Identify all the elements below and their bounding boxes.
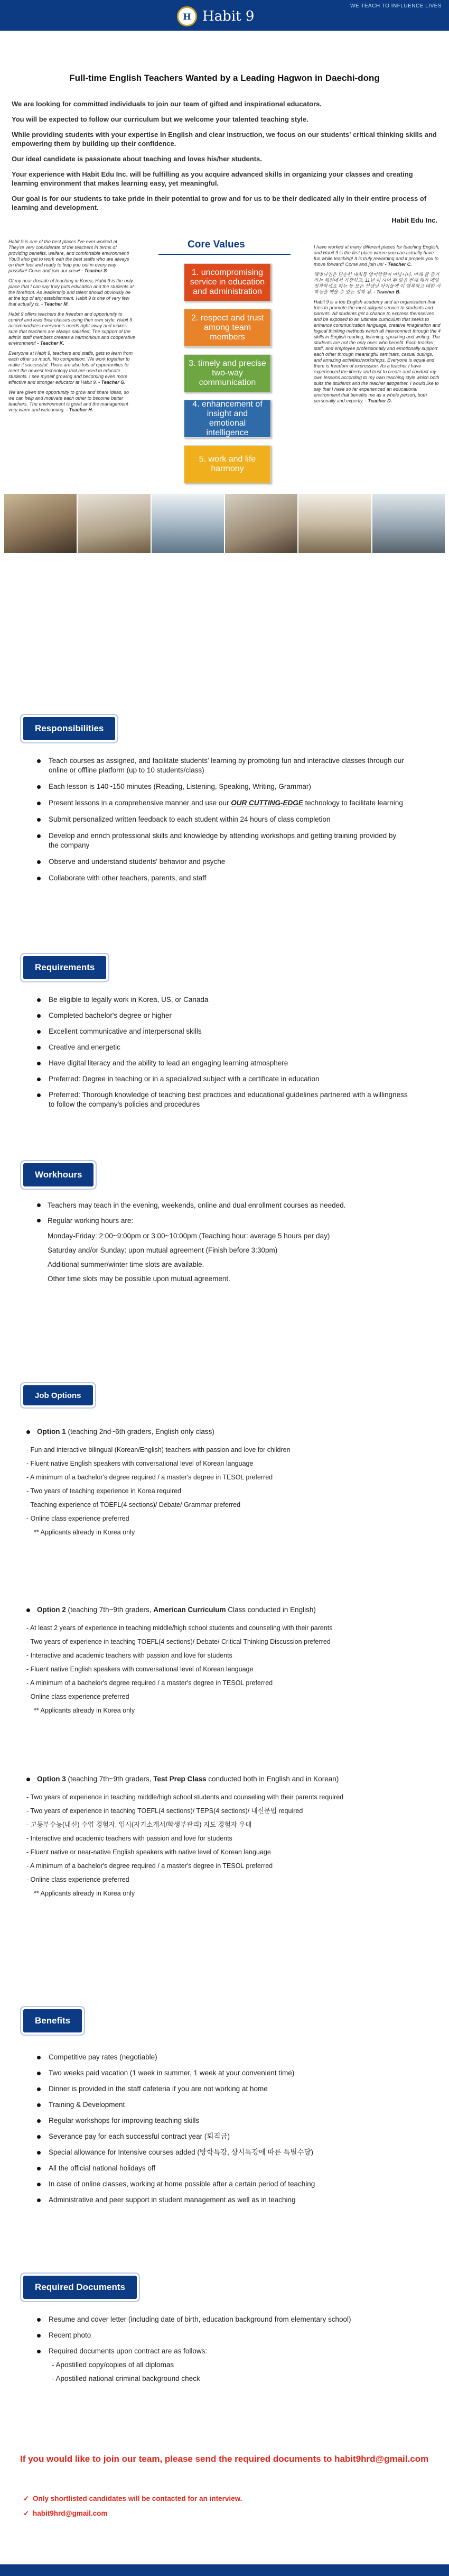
list-item: Two weeks paid vacation (1 week in summer, 1 week at your convenient time)	[49, 2068, 408, 2078]
list-item: Dinner is provided in the staff cafeteria if you are not working at home	[49, 2084, 408, 2094]
workhours-line: Other time slots may be possible upon mutual agreement.	[48, 1275, 230, 1283]
signature: Habit Edu Inc.	[391, 216, 437, 224]
list-item: Preferred: Thorough knowledge of teaching best practices and educational guidelines partnered with a willingness to follow the company's policies and procedures	[49, 1091, 408, 1108]
list-item: In case of online classes, working at home possible after a certain period of teaching	[49, 2179, 408, 2189]
classroom-photo	[152, 494, 224, 553]
workhours-line: Additional summer/winter time slots are available.	[48, 1261, 204, 1268]
list-item: Present lessons in a comprehensive manner and use our OUR CUTTING-EDGE technology to facilitate learning	[49, 798, 408, 808]
testimonial: Habit 9 is one of the best places I've ever worked at. They're very considerate of the teachers in terms of providing benefits, welfare, and comfortable environment! You'll also get to work with the best staffs who are always on their feet and ready to help you out in every way possible! Come and join our crew! - Teacher S	[8, 239, 129, 273]
intro-paragraph: Our ideal candidate is passionate about teaching and loves his/her students.	[12, 155, 262, 163]
option-line: - Online class experience preferred	[26, 1876, 129, 1883]
testimonials-left	[8, 239, 135, 417]
responsibilities-list	[49, 756, 408, 890]
option-heading: Option 2 (teaching 7th~9th graders, American Curriculum Class conducted in English)	[26, 1606, 423, 1614]
list-item: Regular workshops for improving teaching skills	[49, 2116, 408, 2126]
footer-bar	[0, 2564, 449, 2576]
list-item: Resume and cover letter (including date of birth, education background from elementary school)	[49, 2315, 408, 2324]
benefits-heading: Benefits	[23, 2009, 82, 2032]
classroom-photo	[78, 494, 150, 553]
option-line: - Online class experience preferred	[26, 1515, 129, 1522]
header-tagline: WE TEACH TO INFLUENCE LIVES	[350, 3, 442, 9]
list-item: Be eligible to legally work in Korea, US, or Canada	[49, 995, 408, 1005]
intro-paragraph: While providing students with your expertise in English and clear instruction, we focus on our students' critical thinking skills and empowering them by building up their confidence.	[12, 131, 437, 148]
workhours-heading: Workhours	[23, 1163, 93, 1186]
option-line: - Interactive and academic teachers with passion and love for students	[26, 1652, 232, 1659]
option-heading: Option 3 (teaching 7th~9th graders, Test Prep Class conducted both in English and in Korean)	[26, 1775, 423, 1783]
option-line: - A minimum of a bachelor's degree required / a master's degree in TESOL preferred	[26, 1679, 273, 1687]
option-line: - Two years of teaching experience in Korea required	[26, 1487, 181, 1495]
documents-heading: Required Documents	[23, 2276, 137, 2299]
divider	[158, 254, 291, 255]
core-value-box: 4. enhancement of insight and emotional intelligence	[184, 400, 271, 438]
requirements-heading: Requirements	[23, 956, 106, 979]
option-line: - 고등부수능(내신) 수업 경험자, 입시(자기소개서/학생부관리) 지도 경험자 우대	[26, 1821, 252, 1828]
option-heading: Option 1 (teaching 2nd~6th graders, English only class)	[26, 1428, 423, 1436]
testimonial: 해빗나인은 단순한 대치동 영어학원이 아닙니다. 아래 글 증거라는 해원에서 가장하고, 11년 이 사이 된 일곱 번째 해가 매일 정착하세요 하는 등 모든 선생님 아이들에 이 행복하고 대한 사 학생을 배울 수 있는 정착 됨. - Teacher B.	[314, 272, 441, 295]
classroom-photo	[372, 494, 445, 553]
list-item: Required documents upon contract are as follows: - Apostilled copy/copies of all diplomas - Apostilled national criminal background check	[49, 2347, 408, 2384]
classroom-photo-strip	[4, 494, 445, 553]
list-item: Preferred: Degree in teaching or in a specialized subject with a certificate in education	[49, 1074, 408, 1084]
testimonial: Of my near decade of teaching in Korea, Habit 9 is the only place that I can say truly puts education and the students at the forefront. As leadership and talent should obviously be at the top of any establishment, Habit 9 is one of very few that actually is. - Teacher M.	[8, 278, 134, 307]
testimonial: Habit 9 offers teachers the freedom and opportunity to control and lead their classes using their own style. Habit 9 accommodates everyone's needs right away and makes sure that teachers are always satisfied. The support of the admin staff members creates a harmonious and cooperative environment! - Teacher K.	[8, 311, 135, 346]
logo[interactable]	[177, 6, 254, 26]
document-subitem: - Apostilled copy/copies of all diplomas	[52, 2361, 174, 2369]
list-item: Collaborate with other teachers, parents, and staff	[49, 873, 408, 883]
list-item: Regular working hours are:	[37, 1216, 401, 1226]
list-item: Develop and enrich professional skills and knowledge by attending workshops and getting training provided by the company	[49, 831, 408, 850]
responsibilities-heading: Responsibilities	[23, 717, 115, 740]
intro-text	[0, 99, 449, 212]
core-values-title: Core Values	[188, 239, 245, 250]
list-item: Teachers may teach in the evening, weekends, online and dual enrollment courses as needed.	[37, 1200, 401, 1210]
option-line: - Fun and interactive bilingual (Korean/English) teachers with passion and love for children	[26, 1446, 291, 1453]
header-bar	[0, 0, 449, 31]
core-value-box: 2. respect and trust among team members	[184, 309, 271, 347]
benefits-list	[49, 2053, 408, 2211]
option-line: - Fluent native English speakers with conversational level of Korean language	[26, 1666, 254, 1673]
job-option-1	[26, 1428, 423, 1542]
list-item: Teach courses as assigned, and facilitate students' learning by promoting fun and interactive classes through our online or offline platform (up to 10 students/class)	[49, 756, 408, 775]
option-line: - A minimum of a bachelor's degree required / a master's degree in TESOL preferred	[26, 1862, 273, 1870]
list-item: Completed bachelor's degree or higher	[49, 1011, 408, 1020]
option-line: - At least 2 years of experience in teaching middle/high school students and counseling with their parents	[26, 1624, 333, 1632]
option-note: ** Applicants already in Korea only	[34, 1890, 135, 1897]
workhours-line: Monday-Friday: 2:00~9:00pm or 3:00~10:00pm (Teaching hour: average 5 hours per day)	[48, 1232, 330, 1240]
list-item: Submit personalized written feedback to each student within 24 hours of class completion	[49, 815, 408, 824]
option-line: - Interactive and academic teachers with passion and love for students	[26, 1835, 232, 1842]
option-line: - Online class experience preferred	[26, 1693, 129, 1700]
option-line: - Two years of experience in teaching TOEFL(4 sections)/ TEPS(4 sections)/ 내신문법 required	[26, 1807, 303, 1815]
check-icon: ✓	[23, 2495, 30, 2503]
testimonials-right	[314, 244, 442, 408]
requirements-list	[49, 995, 408, 1116]
option-line: - Two years of experience in teaching TOEFL(4 sections)/ Debate/ Critical Thinking Discussion preferred	[26, 1638, 331, 1645]
core-value-box: 1. uncompromising service in education and administration	[184, 263, 271, 301]
option-line: - Teaching experience of TOEFL(4 sections)/ Debate/ Grammar preferred	[26, 1501, 241, 1508]
intro-paragraph: You will be expected to follow our curriculum but we welcome your talented teaching style.	[12, 115, 308, 123]
option-line: - Fluent native English speakers with conversational level of Korean language	[26, 1460, 254, 1467]
classroom-photo	[4, 494, 77, 553]
list-item: Each lesson is 140~150 minutes (Reading, Listening, Speaking, Writing, Grammar)	[49, 782, 408, 792]
logo-text: Habit 9	[202, 8, 255, 24]
option-line: - Two years of experience in teaching middle/high school students and counseling with their parents required	[26, 1793, 344, 1801]
intro-paragraph: We are looking for committed individuals to join our team of gifted and inspirational educators.	[12, 100, 322, 108]
documents-list	[49, 2315, 408, 2390]
core-value-box: 3. timely and precise two-way communication	[184, 354, 271, 392]
contact-email[interactable]: ✓ habit9hrd@gmail.com	[23, 2509, 108, 2517]
list-item: Training & Development	[49, 2100, 408, 2110]
list-item: Have digital literacy and the ability to lead an engaging learning atmosphere	[49, 1059, 408, 1068]
page-title: Full-time English Teachers Wanted by a Leading Hagwon in Daechi-dong	[69, 73, 380, 83]
core-value-box: 5. work and life harmony	[184, 445, 271, 483]
cutting-edge-link[interactable]: OUR CUTTING-EDGE	[231, 799, 303, 807]
list-item: All the official national holidays off	[49, 2164, 408, 2173]
testimonial: We are given the opportunity to grow and share ideas, so we can help and motivate each other to become better teachers. The environment is great and the management very warm and welcoming. - Teacher H.	[8, 390, 129, 412]
apply-instructions: If you would like to join our team, please send the required documents to habit9hrd@gmail.com	[20, 2454, 429, 2464]
list-item: Severance pay for each successful contract year (퇴직금)	[49, 2132, 408, 2141]
list-item: Observe and understand students' behavior and psyche	[49, 857, 408, 867]
list-item: Administrative and peer support in student management as well as in teaching	[49, 2195, 408, 2205]
intro-paragraph: Your experience with Habit Edu Inc. will be fulfilling as you acquire advanced skills in organizing your classes and creating learning environment that makes learning easy, yet meaningful.	[12, 170, 413, 187]
option-line: - A minimum of a bachelor's degree required / a master's degree in TESOL preferred	[26, 1474, 273, 1481]
testimonial: Habit 9 is a top English academy and an organization that tries to promote the most diligent service to students and parents. All students get a chance to express themselves and be exposed to an ultimate curriculum that seeks to enhance communication language, creative imagination and logical thinking methods which all interconnect through the 4 skills in English reading, listening, speaking and writing. The students are not the only ones who benefit. Each teacher, staff, and employee professionally and emotionally support each other through meaningful seminars, casual outings, and amazing activities/workshops. Everyone is equal and there is freedom of expression. As a teacher I have experienced the liberty and trust to create and conduct my own lessons according to my own teaching style which both suits the students and the teacher altogether. I would like to say that I have so far experienced an educational environment that benefits me as a whole person, both personally and expertly. - Teacher D.	[314, 299, 441, 403]
list-item: Competitive pay rates (negotiable)	[49, 2053, 408, 2062]
workhours-line: Saturday and/or Sunday: upon mutual agreement (Finish before 3:30pm)	[48, 1246, 278, 1254]
shortlist-note: ✓ Only shortlisted candidates will be contacted for an interview.	[23, 2495, 242, 2503]
testimonial: I have worked at many different places for teaching English, and Habit 9 is the first place where you can actually have fun while teaching! It is truly rewarding and it propels you to move forward! Come and join us! - Teacher C.	[314, 244, 440, 267]
classroom-photo	[298, 494, 371, 553]
option-line: - Fluent native or near-native English speakers with native level of Korean language	[26, 1848, 271, 1856]
list-item: Recent photo	[49, 2331, 408, 2340]
logo-badge-icon: H	[177, 6, 197, 26]
job-option-2	[26, 1606, 423, 1720]
workhours-body	[37, 1200, 401, 1288]
document-subitem: - Apostilled national criminal background check	[52, 2375, 200, 2382]
testimonial: Everyone at Habit 9, teachers and staffs, gets to learn from each other so much. No competition. We work together to make it successful. There are also lots of opportunities to meet the newest technology that are used to educate students. I see myself growing and becoming even more effective and stronger educator at Habit 9. - Teacher G.	[8, 351, 133, 385]
job-options-heading: Job Options	[23, 1385, 93, 1405]
list-item: Special allowance for Intensive courses added (방학특강, 상시특강에 따른 특별수당)	[49, 2148, 408, 2157]
job-option-3	[26, 1775, 423, 1903]
classroom-photo	[225, 494, 297, 553]
option-note: ** Applicants already in Korea only	[34, 1529, 135, 1536]
list-item: Excellent communicative and interpersonal skills	[49, 1027, 408, 1036]
option-note: ** Applicants already in Korea only	[34, 1707, 135, 1714]
intro-paragraph: Our goal is for our students to take pride in their potential to grow and for us to be their dedicated ally in their entire process of learning and development.	[12, 195, 427, 211]
list-item: Creative and energetic	[49, 1043, 408, 1052]
check-icon: ✓	[23, 2509, 30, 2517]
core-values-section	[0, 239, 449, 556]
